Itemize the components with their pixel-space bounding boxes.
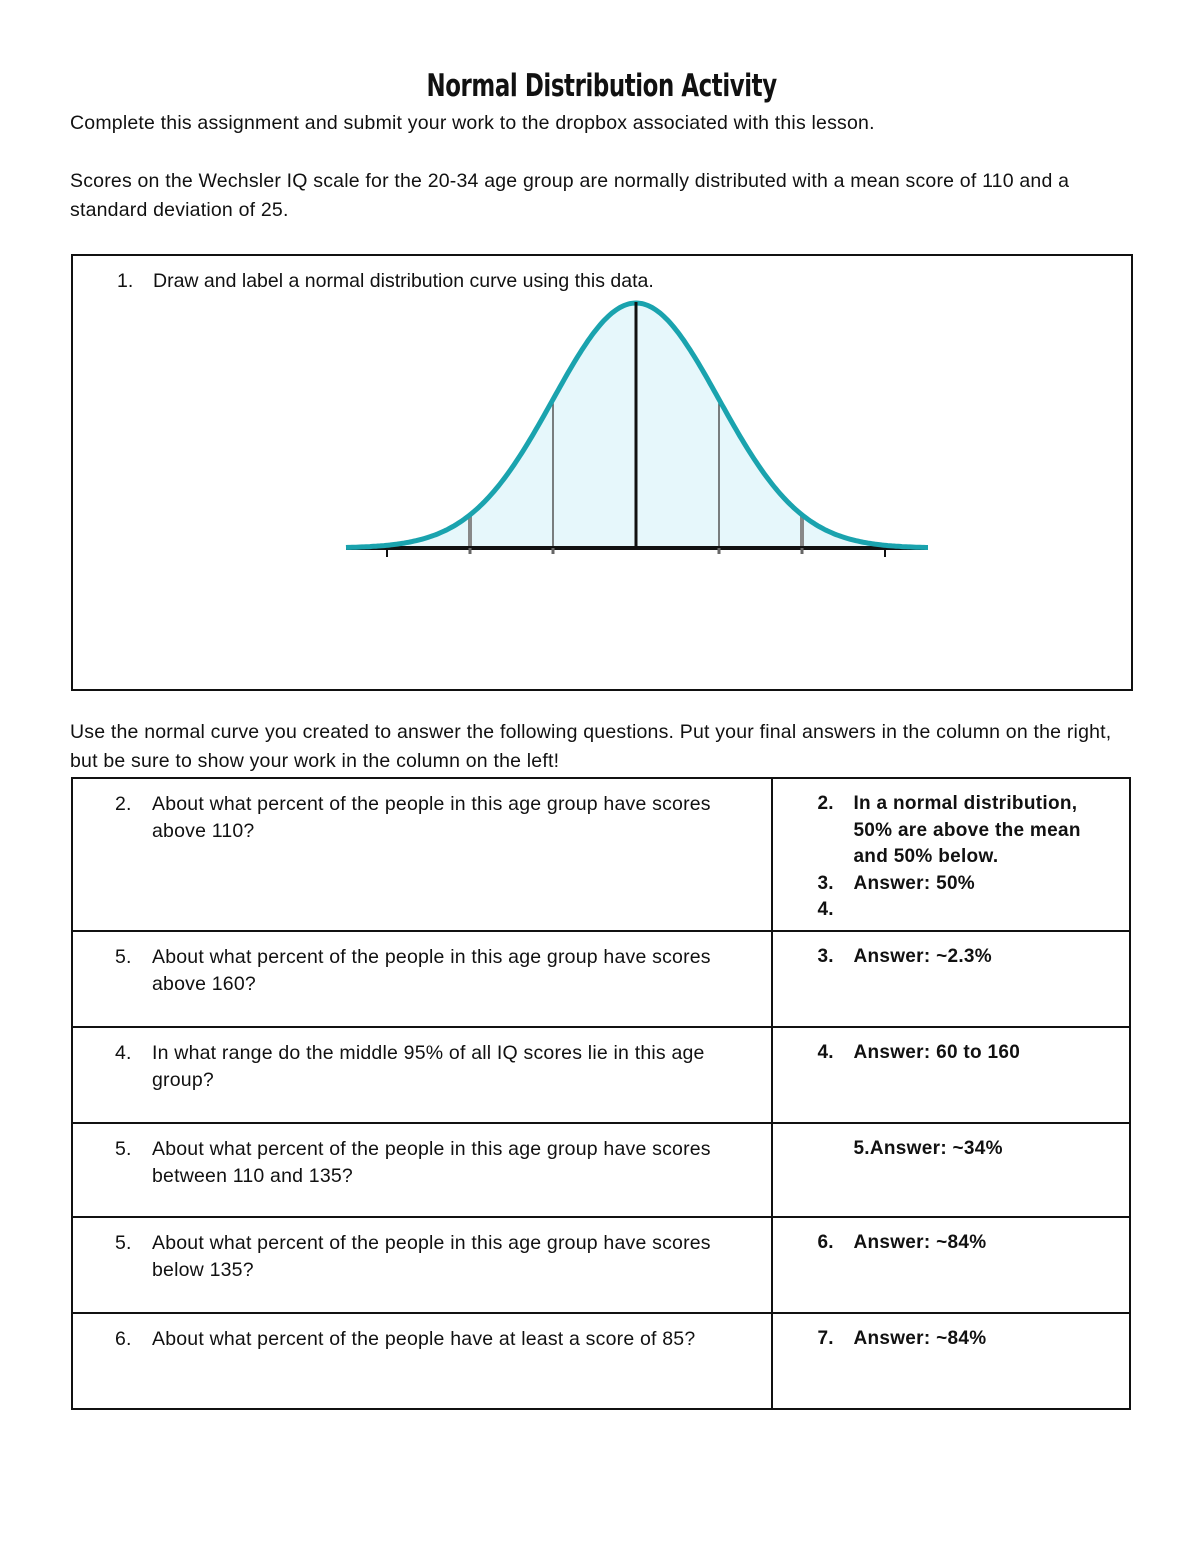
answer-number: 2.: [817, 793, 834, 814]
answer-text: Answer: ~84%: [853, 1328, 987, 1349]
table-row: [72, 1027, 1130, 1123]
answer-line: [817, 1136, 1119, 1163]
answer-text: In a normal distribution,: [853, 793, 1078, 814]
question-cell[interactable]: [72, 1027, 772, 1123]
answer-number: [817, 844, 853, 871]
answer-number: 3.: [817, 872, 834, 894]
answer-line: [817, 1040, 1119, 1067]
question-number: 5.: [115, 1138, 132, 1160]
answer-line: [817, 844, 1119, 871]
answer-cell[interactable]: [772, 1313, 1130, 1409]
answer-text: 5.Answer: ~34%: [853, 1138, 1003, 1159]
answer-line: [817, 818, 1119, 845]
answer-line: [817, 791, 1119, 818]
answer-number: 4.: [817, 1042, 834, 1063]
answer-text: Answer: ~84%: [853, 1232, 987, 1253]
question-number: 5.: [115, 946, 132, 968]
questions-table: [71, 777, 1131, 1410]
question-text: About what percent of the people in this age group have scores above 110?: [152, 793, 711, 842]
question-text: In what range do the middle 95% of all IQ scores lie in this age group?: [152, 1042, 705, 1091]
answer-number: 6.: [817, 1232, 834, 1253]
question-text: About what percent of the people in this age group have scores between 110 and 135?: [152, 1138, 711, 1187]
page-title: Normal Distribution Activity: [426, 68, 777, 104]
answer-number: [817, 1136, 853, 1163]
question-number: 4.: [115, 1042, 132, 1064]
answer-cell[interactable]: [772, 1123, 1130, 1217]
answer-text: Answer: 50%: [853, 872, 976, 894]
question-cell[interactable]: [72, 931, 772, 1027]
question-number: 2.: [115, 793, 132, 815]
answer-text: 50% are above the mean: [853, 819, 1081, 841]
answer-number: 3.: [817, 946, 834, 967]
question-1-number: 1.: [117, 270, 134, 292]
question-cell[interactable]: [72, 1217, 772, 1313]
scenario-text: Scores on the Wechsler IQ scale for the 20-34 age group are normally distributed with a mean score of 110 and a standard deviation of 25.: [70, 170, 1070, 221]
question-cell[interactable]: [72, 1313, 772, 1409]
table-row: [72, 1123, 1130, 1217]
answer-cell[interactable]: [772, 1217, 1130, 1313]
answer-text: and 50% below.: [853, 846, 999, 867]
table-row: [72, 1217, 1130, 1313]
question-number: 6.: [115, 1328, 132, 1350]
question-text: About what percent of the people in this age group have scores above 160?: [152, 946, 711, 995]
answer-line: [817, 1230, 1119, 1257]
intro-text: Complete this assignment and submit your work to the dropbox associated with this lesson.: [70, 112, 875, 134]
question-text: About what percent of the people in this age group have scores below 135?: [152, 1232, 711, 1281]
table-row: [72, 778, 1130, 931]
answer-text: Answer: ~2.3%: [853, 946, 992, 967]
answer-cell[interactable]: [772, 778, 1130, 931]
answer-text: Answer: 60 to 160: [853, 1042, 1021, 1063]
answer-number: 4.: [817, 899, 834, 920]
answer-number: [817, 818, 853, 845]
table-row: [72, 931, 1130, 1027]
answer-line: [817, 1326, 1119, 1353]
answer-cell[interactable]: [772, 931, 1130, 1027]
question-cell[interactable]: [72, 1123, 772, 1217]
answer-number: 7.: [817, 1328, 834, 1349]
question-1-box: [71, 254, 1133, 691]
answer-line: [817, 897, 1119, 924]
answer-line: [817, 871, 1119, 898]
answer-cell[interactable]: [772, 1027, 1130, 1123]
question-number: 5.: [115, 1232, 132, 1254]
table-row: [72, 1313, 1130, 1409]
normal-curve-diagram: [73, 256, 1131, 689]
question-cell[interactable]: [72, 778, 772, 931]
question-text: About what percent of the people have at least a score of 85?: [152, 1328, 696, 1350]
instructions-text: Use the normal curve you created to answer the following questions. Put your final answers in the column on the right, but be sure to show your work in the column on the left!: [70, 721, 1112, 772]
answer-text: [853, 897, 1119, 924]
question-1-text: Draw and label a normal distribution curve using this data.: [153, 270, 654, 292]
answer-line: [817, 944, 1119, 971]
